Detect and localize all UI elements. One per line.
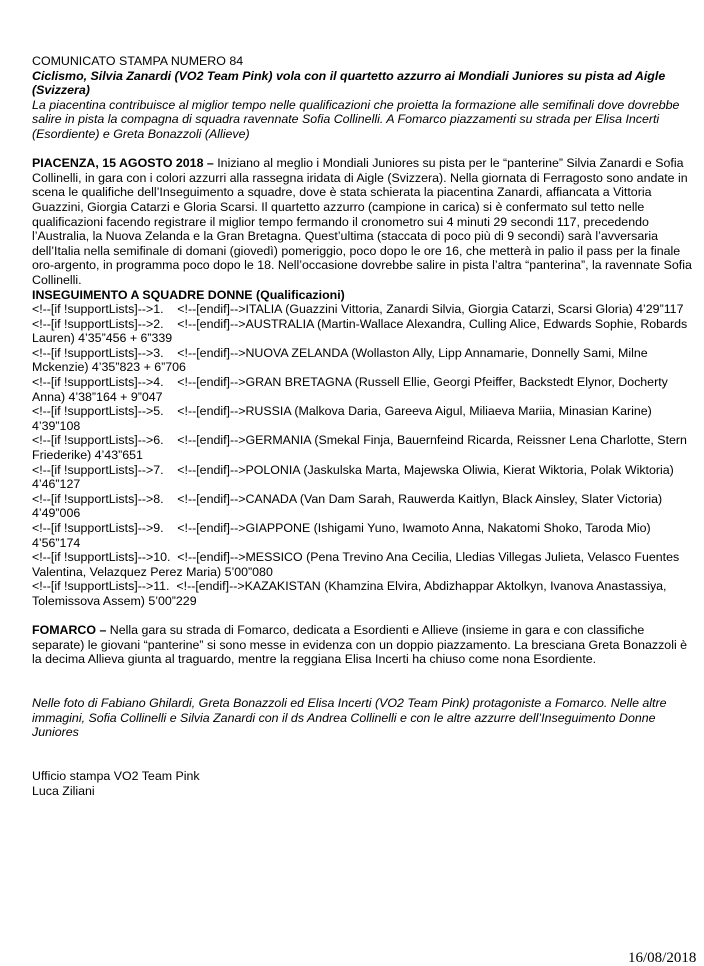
spacer	[32, 142, 700, 157]
dateline: PIACENZA, 15 AGOSTO 2018 –	[32, 156, 214, 171]
headline: Ciclismo, Silvia Zanardi (VO2 Team Pink) vola con il quartetto azzurro ai Mondiali Juniores su pista ad Aigle (Svizzera)	[32, 68, 666, 98]
list-item: <!--[if !supportLists]-->5. <!--[endif]-->RUSSIA (Malkova Daria, Gareeva Aigul, Miliaeva Mariia, Minasian Karine) 4’39”108	[32, 404, 652, 433]
spacer	[32, 609, 700, 624]
fomarco-paragraph	[32, 623, 700, 667]
list-item: <!--[if !supportLists]-->4. <!--[endif]-->GRAN BRETAGNA (Russell Ellie, Georgi Pfeiffer, Backstedt Elynor, Docherty Anna) 4’38”164 + 9”047	[32, 375, 668, 404]
body-paragraph	[32, 156, 700, 287]
spacer	[32, 740, 700, 755]
results-title: INSEGUIMENTO A SQUADRE DONNE (Qualificazioni)	[32, 287, 345, 302]
list-item: <!--[if !supportLists]-->8. <!--[endif]-->CANADA (Van Dam Sarah, Rauwerda Kaitlyn, Black Ainsley, Slater Victoria) 4’49”006	[32, 491, 663, 521]
date-stamp: 16/08/2018	[628, 950, 697, 966]
release-label: COMUNICATO STAMPA NUMERO 84	[32, 54, 244, 68]
press-release	[32, 54, 700, 798]
spacer	[32, 755, 700, 770]
photo-caption: Nelle foto di Fabiano Ghilardi, Greta Bonazzoli ed Elisa Incerti (VO2 Team Pink) protagoniste a Fomarco. Nelle altre immagini, Sofia Collinelli e Silvia Zanardi con il ds Andrea Collinelli e con le altre azzurre dell’Inseguimento Donne Juniores	[32, 696, 667, 740]
list-item: <!--[if !supportLists]-->9. <!--[endif]-->GIAPPONE (Ishigami Yuno, Iwamoto Anna, Nakatomi Shoko, Taroda Mio) 4’56”174	[32, 521, 651, 550]
results-list	[32, 302, 700, 608]
spacer	[32, 682, 700, 697]
list-item: <!--[if !supportLists]-->1. <!--[endif]-->ITALIA (Guazzini Vittoria, Zanardi Silvia, Giorgia Catarzi, Scarsi Gloria) 4’29”117	[32, 302, 684, 317]
list-item: <!--[if !supportLists]-->2. <!--[endif]-->AUSTRALIA (Martin-Wallace Alexandra, Culling Alice, Edwards Sophie, Robards Lauren) 4’35”456 + 6”339	[32, 316, 688, 346]
list-item: <!--[if !supportLists]-->3. <!--[endif]-->NUOVA ZELANDA (Wollaston Ally, Lipp Annamarie, Donnelly Sami, Milne Mckenzie) 4’35”823 + 6”706	[32, 345, 648, 375]
spacer	[32, 667, 700, 682]
list-item: <!--[if !supportLists]-->6. <!--[endif]-->GERMANIA (Smekal Finja, Bauernfeind Ricarda, Reissner Lena Charlotte, Stern Friederike) 4’43”651	[32, 433, 687, 463]
signature-name: Luca Ziliani	[32, 783, 95, 798]
signature-office: Ufficio stampa VO2 Team Pink	[32, 769, 200, 784]
list-item: <!--[if !supportLists]-->10. <!--[endif]-->MESSICO (Pena Trevino Ana Cecilia, Lledias Villegas Julieta, Velasco Fuentes Valentina, Velazquez Perez Maria) 5’00”080	[32, 550, 680, 579]
subheadline: La piacentina contribuisce al miglior tempo nelle qualificazioni che proietta la formazione alle semifinali dove dovrebbe salire in pista la compagna di squadra ravennate Sofia Collinelli. A Fomarco piazzamenti su strada per Elisa Incerti (Esordiente) e Greta Bonazzoli (Allieve)	[32, 97, 680, 141]
fomarco-label: FOMARCO –	[32, 623, 107, 638]
list-item: <!--[if !supportLists]-->7. <!--[endif]-->POLONIA (Jaskulska Marta, Majewska Oliwia, Kierat Wiktoria, Polak Wiktoria) 4’46”127	[32, 462, 674, 492]
fomarco-text: Nella gara su strada di Fomarco, dedicata a Esordienti e Allieve (insieme in gara e con classifiche separate) le giovani “panterine” si sono messe in evidenza con un doppio piazzamento. La bresciana Greta Bonazzoli è la decima Allieva giunta al traguardo, mentre la reggiana Elisa Incerti ha chiuso come nona Esordiente.	[32, 623, 688, 667]
list-item: <!--[if !supportLists]-->11. <!--[endif]-->KAZAKISTAN (Khamzina Elvira, Abdizhappar Aktolkyn, Ivanova Anastassiya, Tolemissova Assem) 5’00”229	[32, 579, 667, 608]
body-lead: Iniziano al meglio i Mondiali Juniores su pista per le “panterine” Silvia Zanardi e Sofia Collinelli, in gara con i colori azzurri alla rassegna iridata di Aigle (Svizzera). Nella giornata di Ferragosto sono andate in scena le qualifiche dell’Inseguimento a squadre, dove è stata schierata la piacentina Zanardi, affiancata a Vittoria Guazzini, Giorgia Catarzi e Gloria Scarsi. Il quartetto azzurro (campione in carica) si è confermato sul tetto nelle qualificazioni facendo registrare il miglior tempo fermando il cronometro sui 4 minuti 29 secondi 117, precedendo l’Australia, la Nuova Zelanda e la Gran Bretagna. Quest’ultima (staccata di poco più di 9 secondi) sarà l’avversaria dell’Italia nella semifinale di domani (giovedì) pomeriggio, poco dopo le ore 16, che metterà in palio il pass per la finale oro-argento, in programma poco dopo le 18. Nell’occasione dovrebbe salire in pista l’altra “panterina”, la ravennate Sofia Collinelli.	[32, 156, 692, 287]
